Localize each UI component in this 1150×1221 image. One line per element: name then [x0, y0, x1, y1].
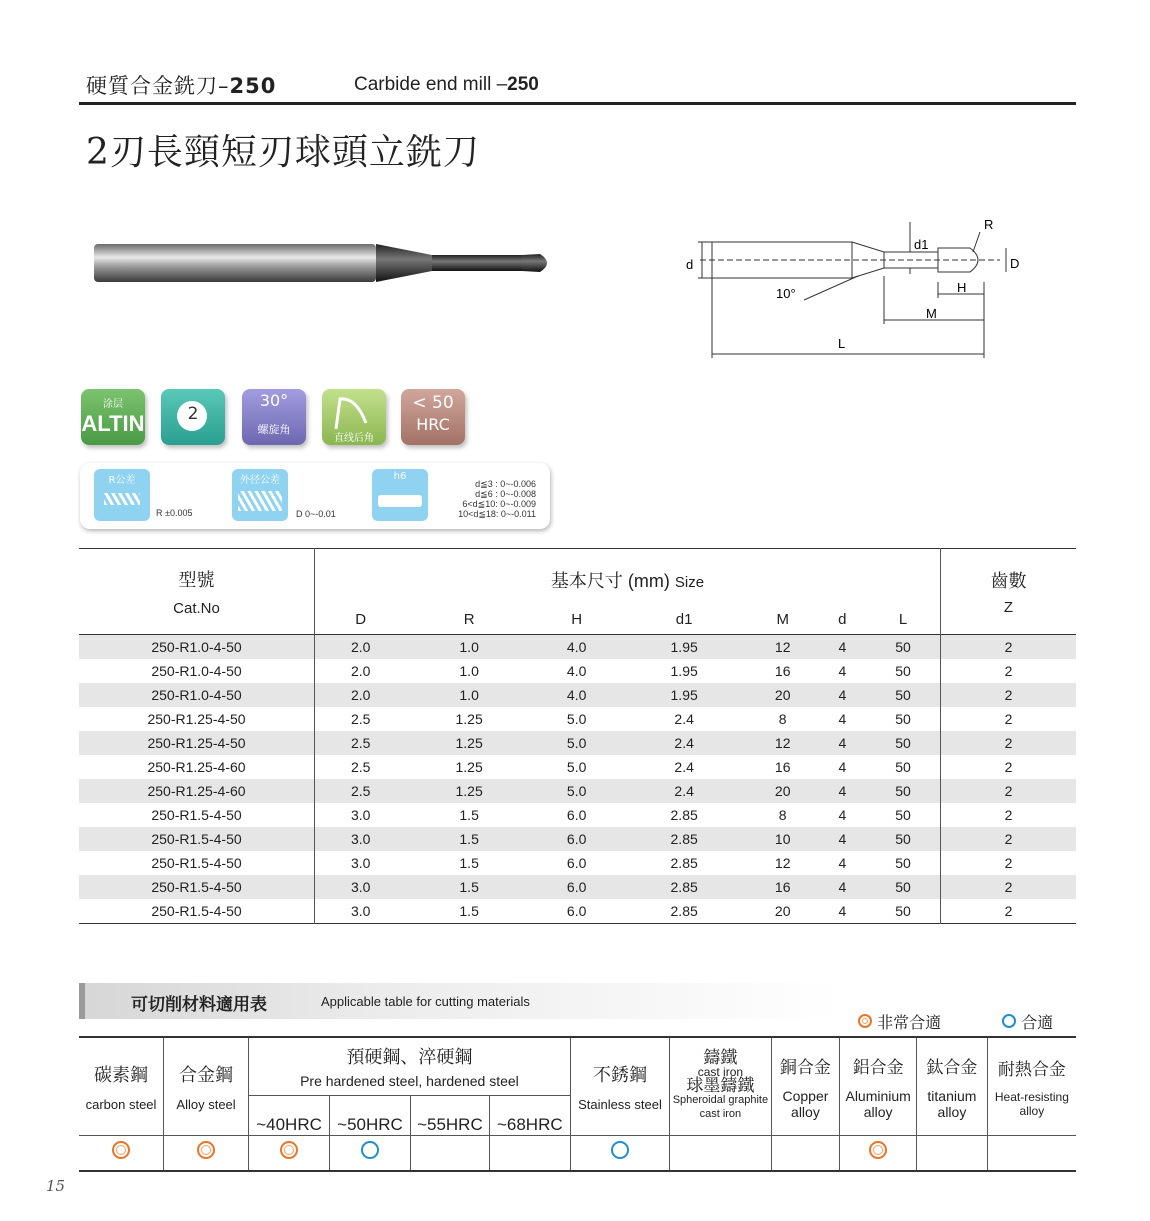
table-cell: 2	[941, 683, 1077, 707]
table-cell: 50	[866, 875, 940, 899]
table-cell: 2.85	[621, 875, 746, 899]
table-cell: 50	[866, 803, 940, 827]
table-cell: 2.0	[315, 683, 407, 707]
suitability-cell	[489, 1135, 570, 1171]
mat-heat-resisting: 耐熱合金 Heat-resisting alloy	[987, 1037, 1076, 1135]
table-cell: 20	[747, 683, 819, 707]
table-cell: 12	[747, 731, 819, 755]
materials-title-cn: 可切削材料適用表	[131, 995, 267, 1015]
suitable-ring-icon	[611, 1141, 629, 1159]
col-header-r: R	[463, 611, 475, 629]
hrc-50: ~50HRC	[330, 1095, 411, 1135]
od-tolerance-tile: 外径公差	[232, 469, 288, 521]
materials-table	[79, 1036, 1076, 1172]
table-cell: 2.85	[670, 806, 698, 823]
table-row	[79, 755, 1076, 779]
dim-label-m: M	[926, 306, 937, 321]
table-cell: 6.0	[566, 854, 587, 871]
table-cell: 4	[819, 875, 867, 899]
table-cell: 6.0	[566, 902, 587, 919]
table-cell: 250-R1.5-4-50	[79, 899, 315, 924]
table-cell: 250-R1.25-4-60	[79, 755, 315, 779]
table-cell: 5.0	[566, 758, 587, 775]
badge-hrc: < 50 HRC	[401, 389, 465, 445]
table-cell: 2.4	[674, 758, 694, 775]
mat-stainless: 不銹鋼 Stainless steel	[570, 1037, 669, 1135]
table-cell: 250-R1.25-4-50	[79, 707, 315, 731]
table-cell: 1.25	[455, 710, 483, 727]
col-header-model: 型號 Cat.No	[79, 549, 315, 635]
table-cell: 50	[866, 731, 940, 755]
dimension-drawing	[680, 212, 1030, 372]
dim-label-l: L	[838, 336, 846, 351]
table-cell: 50	[866, 659, 940, 683]
table-cell: 50	[866, 634, 940, 659]
badge-flutes: 2	[161, 389, 225, 445]
mat-copper: 銅合金 Copper alloy	[771, 1037, 840, 1135]
badge-relief: 直线后角	[322, 389, 386, 445]
table-cell: 50	[866, 851, 940, 875]
legend-very-suitable: 非常合適	[858, 1010, 941, 1033]
table-cell: 2.85	[670, 854, 698, 871]
very-suitable-ring-icon	[112, 1141, 130, 1159]
table-cell: 1.5	[459, 902, 479, 919]
od-tolerance-value: D 0~-0.01	[296, 509, 336, 519]
table-cell: 2.0	[350, 662, 371, 679]
very-suitable-ring-icon	[197, 1141, 215, 1159]
suitability-cell	[987, 1135, 1076, 1171]
table-cell: 3.0	[350, 854, 371, 871]
table-cell: 50	[866, 827, 940, 851]
table-row	[79, 875, 1076, 899]
mat-hardened: 預硬鋼、淬硬鋼 Pre hardened steel, hardened steel	[249, 1037, 571, 1095]
table-cell: 3.0	[315, 827, 407, 851]
materials-title-en: Applicable table for cutting materials	[321, 994, 530, 1009]
table-cell: 250-R1.5-4-50	[79, 803, 315, 827]
suitability-cell	[771, 1135, 840, 1171]
table-cell: 2.4	[621, 779, 746, 803]
table-cell: 6.0	[566, 806, 587, 823]
table-cell: 1.5	[459, 854, 479, 871]
table-cell: 2.5	[350, 710, 371, 727]
table-cell: 2	[941, 779, 1077, 803]
table-cell: 2.0	[315, 634, 407, 659]
table-cell: 250-R1.0-4-50	[79, 634, 315, 659]
table-cell: 4	[838, 854, 847, 871]
table-cell: 16	[774, 662, 791, 679]
table-cell: 4	[838, 710, 847, 727]
table-cell: 6.0	[532, 827, 622, 851]
table-cell: 250-R1.0-4-50	[79, 683, 315, 707]
dim-label-d1: d1	[914, 237, 929, 252]
table-cell: 5.0	[566, 710, 587, 727]
table-cell: 5.0	[532, 731, 622, 755]
table-cell: 2	[941, 731, 1077, 755]
suitability-cell	[840, 1135, 917, 1171]
table-cell: 250-R1.25-4-50	[79, 731, 315, 755]
table-cell: 12	[774, 854, 791, 871]
page-title: 2刃長頸短刃球頭立銑刀	[86, 132, 480, 173]
suitable-ring-icon	[361, 1141, 379, 1159]
table-row	[79, 803, 1076, 827]
table-cell: 1.25	[406, 779, 531, 803]
badge-helix: 30° 螺旋角	[242, 389, 306, 445]
header-rule	[79, 102, 1076, 105]
table-cell: 1.25	[455, 758, 483, 775]
r-tolerance-tile: R公差	[94, 469, 150, 521]
header-title-cn: 硬質合金銑刀–250	[86, 74, 277, 98]
table-cell: 1.25	[406, 731, 531, 755]
table-cell: 3.0	[350, 902, 371, 919]
table-row	[79, 659, 1076, 683]
h6-tolerance-list: d≦3 : 0~-0.006 d≦6 : 0~-0.008 6<d≦10: 0~-0.009 10<d≦18: 0~-0.011	[458, 479, 536, 519]
end-mill-photo	[92, 238, 562, 288]
table-cell: 250-R1.5-4-50	[79, 851, 315, 875]
suitability-cell	[79, 1135, 164, 1171]
badge-coating: 涂层 ALTIN	[81, 389, 145, 445]
table-cell: 16	[774, 758, 791, 775]
legend-blue-ring-icon	[1002, 1014, 1016, 1028]
table-cell: 2	[941, 634, 1077, 659]
dim-label-angle: 10°	[776, 286, 796, 301]
mat-carbon: 碳素鋼 carbon steel	[79, 1037, 164, 1135]
mat-cast-iron: 鑄鐵 cast iron 球墨鑄鐵 Spheroidal graphite cast iron	[670, 1037, 771, 1135]
suitability-cell	[410, 1135, 489, 1171]
table-cell: 2.85	[621, 827, 746, 851]
table-cell: 20	[747, 779, 819, 803]
table-cell: 250-R1.0-4-50	[79, 659, 315, 683]
table-cell: 2.4	[621, 731, 746, 755]
hrc-68: ~68HRC	[489, 1095, 570, 1135]
suitability-cell	[570, 1135, 669, 1171]
header-title-en: Carbide end mill –250	[354, 74, 539, 95]
table-cell: 2	[1004, 854, 1013, 871]
table-cell: 1.0	[406, 683, 531, 707]
dim-label-d: d	[686, 257, 694, 272]
table-cell: 2.85	[670, 902, 698, 919]
table-cell: 50	[866, 683, 940, 707]
legend-suitable: 合適	[1002, 1010, 1053, 1033]
table-cell: 4	[819, 683, 867, 707]
table-cell: 4	[819, 779, 867, 803]
mat-titanium: 鈦合金 titanium alloy	[917, 1037, 988, 1135]
table-cell: 250-R1.5-4-50	[79, 875, 315, 899]
table-cell: 1.5	[459, 806, 479, 823]
materials-title-band	[79, 983, 839, 1019]
table-cell: 1.5	[406, 827, 531, 851]
very-suitable-ring-icon	[869, 1141, 887, 1159]
col-header-teeth: 齒數 Z	[990, 570, 1027, 616]
very-suitable-ring-icon	[280, 1141, 298, 1159]
table-cell: 50	[866, 779, 940, 803]
hrc-55: ~55HRC	[410, 1095, 489, 1135]
col-header-m: M	[776, 611, 789, 629]
table-cell: 8	[778, 710, 787, 727]
table-cell: 2.5	[350, 758, 371, 775]
table-row	[79, 634, 1076, 659]
page-number: 15	[46, 1177, 66, 1195]
table-cell: 16	[747, 875, 819, 899]
table-cell: 2	[1004, 662, 1013, 679]
table-row	[79, 707, 1076, 731]
table-cell: 2	[1004, 806, 1013, 823]
table-cell: 1.5	[406, 875, 531, 899]
table-row	[79, 779, 1076, 803]
table-cell: 50	[866, 707, 940, 731]
suitability-cell	[249, 1135, 330, 1171]
h6-tolerance-tile: h6	[372, 469, 428, 521]
table-cell: 3.0	[315, 875, 407, 899]
table-cell: 4.0	[532, 683, 622, 707]
suitability-cell	[164, 1135, 249, 1171]
table-row	[79, 731, 1076, 755]
table-cell: 1.95	[621, 634, 746, 659]
table-row	[79, 899, 1076, 924]
table-cell: 12	[747, 634, 819, 659]
suitability-cell	[330, 1135, 411, 1171]
table-cell: 4	[819, 634, 867, 659]
mat-aluminium: 鋁合金 Aluminium alloy	[840, 1037, 917, 1135]
r-tolerance-value: R ±0.005	[156, 508, 193, 518]
table-cell: 4	[838, 806, 847, 823]
table-cell: 8	[778, 806, 787, 823]
tolerance-panel	[80, 463, 550, 529]
table-cell: 50	[866, 755, 940, 779]
col-header-h: H	[571, 611, 583, 629]
table-cell: 2.4	[674, 710, 694, 727]
table-row	[79, 827, 1076, 851]
table-cell: 2	[1004, 758, 1013, 775]
table-cell: 4	[838, 662, 847, 679]
table-cell: 6.0	[532, 875, 622, 899]
dim-label-D: D	[1010, 256, 1020, 271]
table-cell: 2.5	[315, 779, 407, 803]
table-cell: 3.0	[350, 806, 371, 823]
table-cell: 1.0	[459, 662, 479, 679]
table-cell: 4	[838, 758, 847, 775]
table-cell: 4.0	[566, 662, 587, 679]
col-header-d-outer: D	[355, 611, 367, 629]
table-cell: 250-R1.25-4-60	[79, 779, 315, 803]
legend-orange-ring-icon	[858, 1014, 872, 1028]
table-row	[79, 851, 1076, 875]
table-cell: 2	[1004, 902, 1013, 919]
mat-alloy: 合金鋼 Alloy steel	[164, 1037, 249, 1135]
table-cell: 10	[747, 827, 819, 851]
table-cell: 4	[819, 827, 867, 851]
table-cell: 1.0	[406, 634, 531, 659]
col-header-d-shank: d	[838, 611, 847, 629]
dim-label-h: H	[957, 280, 967, 295]
table-cell: 4	[819, 731, 867, 755]
table-cell: 2.5	[315, 731, 407, 755]
table-cell: 4	[838, 902, 847, 919]
table-cell: 20	[774, 902, 791, 919]
table-cell: 1.95	[670, 662, 698, 679]
hrc-40: ~40HRC	[249, 1095, 330, 1135]
spec-table	[79, 548, 1076, 924]
table-cell: 250-R1.5-4-50	[79, 827, 315, 851]
table-cell: 5.0	[532, 779, 622, 803]
table-cell: 4.0	[532, 634, 622, 659]
dim-label-r: R	[984, 217, 994, 232]
suitability-cell	[670, 1135, 771, 1171]
table-cell: 2	[941, 875, 1077, 899]
col-header-d1: d1	[675, 611, 693, 629]
col-header-l: L	[866, 606, 940, 634]
col-header-size: 基本尺寸 (mm) Size	[315, 549, 941, 607]
table-cell: 50	[866, 899, 940, 924]
table-cell: 2	[941, 827, 1077, 851]
table-row	[79, 683, 1076, 707]
suitability-cell	[917, 1135, 988, 1171]
table-cell: 1.95	[621, 683, 746, 707]
table-cell: 2	[1004, 710, 1013, 727]
